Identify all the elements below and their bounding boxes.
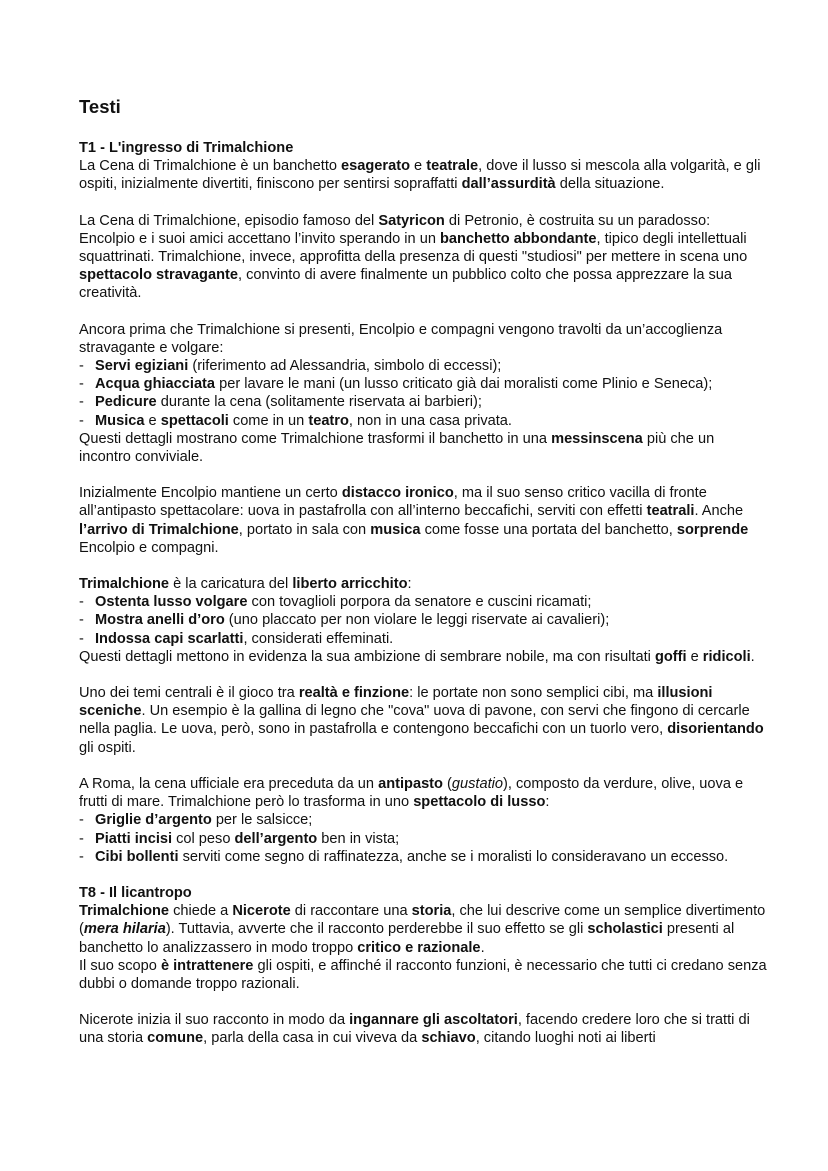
paragraph: A Roma, la cena ufficiale era preceduta da un antipasto (gustatio), composto da verdure, olive, uova e frutti di mare. Trimalchione però lo trasforma in uno spettacolo di lusso: — [79, 775, 744, 811]
paragraph: Questi dettagli mettono in evidenza la sua ambizione di sembrare nobile, ma con risultati goffi e ridicoli. — [79, 648, 755, 665]
list-item: - Indossa capi scarlatti, considerati effeminati. — [79, 630, 769, 648]
list-item: - Mostra anelli d’oro (uno placcato per non violare le leggi riservate ai cavalieri); — [79, 611, 769, 629]
list-item: - Servi egiziani (riferimento ad Alessandria, simbolo di eccessi); — [79, 357, 769, 375]
paragraph: Uno dei temi centrali è il gioco tra realtà e finzione: le portate non sono semplici cibi, ma illusioni sceniche. Un esempio è la gallina di legno che "cova" uova di pavone, con servi che fingono di cercarle nella paglia. Le uova, però, sono in pastafrolla e contengono beccafichi con un tuorlo vero, disorientando gli ospiti. — [79, 685, 764, 756]
list-item: - Acqua ghiacciata per lavare le mani (un lusso criticato già dai moralisti come Plinio e Seneca); — [79, 375, 769, 393]
paragraph: Trimalchione chiede a Nicerote di raccontare una storia, che lui descrive come un semplice divertimento (mera hilaria). Tuttavia, avverte che il racconto perderebbe il suo effetto se gli scholastici presenti al banchetto lo analizzassero in modo troppo critico e razionale. — [79, 903, 766, 956]
paragraph: Inizialmente Encolpio mantiene un certo distacco ironico, ma il suo senso critico vacilla di fronte all’antipasto spettacolare: uova in pastafrolla con all’interno beccafichi, serviti con effetti teatrali. Anche l’arrivo di Trimalchione, portato in sala con musica come fosse una portata del banchetto, sorprende Encolpio e compagni. — [79, 485, 749, 556]
list-item: - Cibi bollenti serviti come segno di raffinatezza, anche se i moralisti lo consideravano un eccesso. — [79, 848, 769, 866]
list-item: - Piatti incisi col peso dell’argento ben in vista; — [79, 830, 769, 848]
paragraph: La Cena di Trimalchione, episodio famoso del Satyricon di Petronio, è costruita su un paradosso: Encolpio e i suoi amici accettano l’invito sperando in un banchetto abbondante, tipico degli intellettuali squattrinati. Trimalchione, invece, approfitta della presenza di questi "studiosi" per mettere in scena uno spettacolo stravagante, convinto di avere finalmente un pubblico colto che possa apprezzare la sua creatività. — [79, 212, 748, 302]
section-heading-t1: T1 - L'ingresso di Trimalchione — [79, 140, 294, 156]
paragraph: La Cena di Trimalchione è un banchetto esagerato e teatrale, dove il lusso si mescola alla volgarità, e gli ospiti, inizialmente divertiti, finiscono per sentirsi sopraffatti dall’assurdità della situazione. — [79, 158, 761, 193]
bullet-list — [79, 357, 769, 430]
section-heading-t8: T8 - Il licantropo — [79, 884, 192, 901]
list-item: - Griglie d’argento per le salsicce; — [79, 811, 769, 829]
list-item: - Ostenta lusso volgare con tovaglioli porpora da senatore e cuscini ricamati; — [79, 593, 769, 611]
list-item: - Musica e spettacoli come in un teatro, non in una casa privata. — [79, 412, 769, 430]
bullet-list — [79, 593, 769, 648]
paragraph: Nicerote inizia il suo racconto in modo da ingannare gli ascoltatori, facendo credere loro che si tratti di una storia comune, parla della casa in cui viveva da schiavo, citando luoghi noti ai liberti — [79, 1012, 750, 1047]
paragraph: Il suo scopo è intrattenere gli ospiti, e affinché il racconto funzioni, è necessario che tutti ci credano senza dubbi o domande troppo razionali. — [79, 957, 767, 992]
bullet-list — [79, 811, 769, 866]
list-item: - Pedicure durante la cena (solitamente riservata ai barbieri); — [79, 393, 769, 411]
paragraph: Questi dettagli mostrano come Trimalchione trasformi il banchetto in una messinscena più che un incontro conviviale. — [79, 430, 715, 466]
document-page — [79, 96, 769, 1066]
paragraph: Ancora prima che Trimalchione si presenti, Encolpio e compagni vengono travolti da un’accoglienza stravagante e volgare: — [79, 321, 723, 356]
page-title: Testi — [79, 96, 121, 117]
paragraph: Trimalchione è la caricatura del liberto arricchito: — [79, 576, 412, 593]
